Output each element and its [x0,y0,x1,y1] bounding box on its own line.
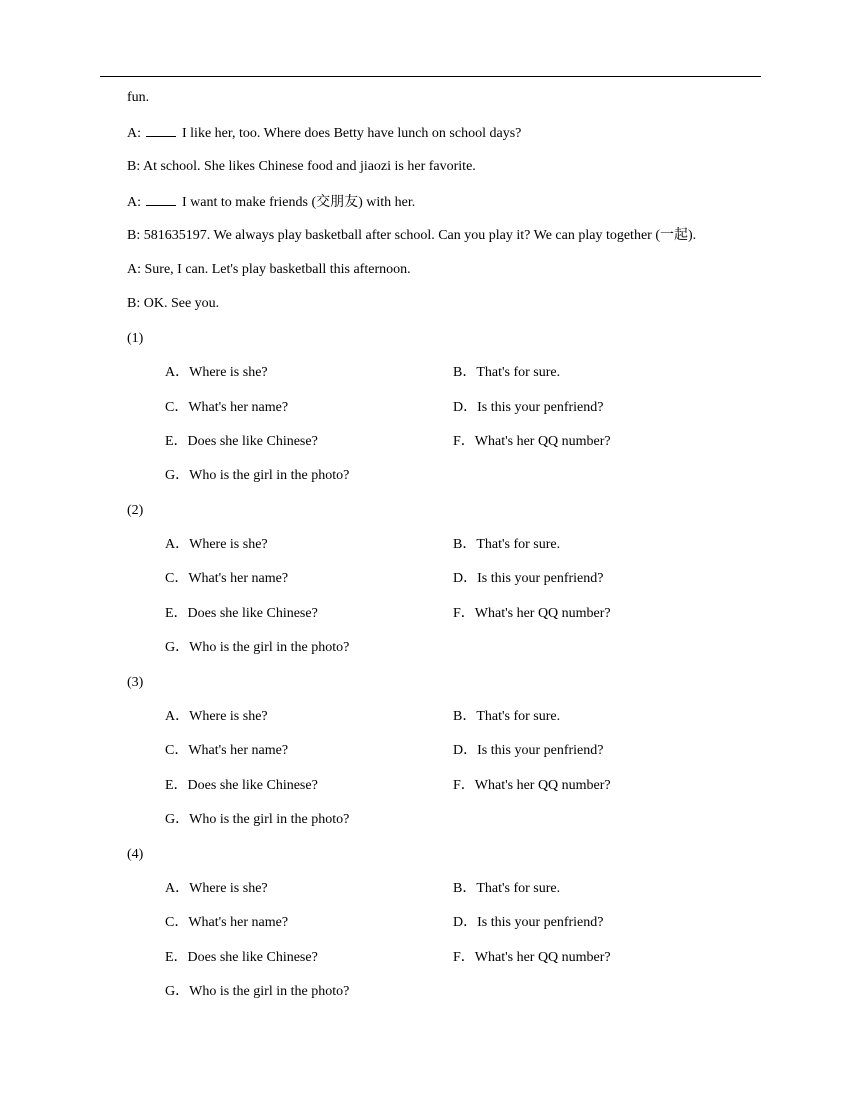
option-list [165,363,725,501]
option-g[interactable]: G．Who is the girl in the photo? [165,812,350,828]
dialogue-text: At school. She likes Chinese food and jiaozi is her favorite. [142,158,476,174]
dialogue-line-2 [127,122,767,156]
option-b[interactable]: B．That's for sure. [453,365,561,381]
question-block [127,329,767,501]
option-a[interactable]: A．Where is she? [165,365,268,381]
option-f[interactable]: F．What's her QQ number? [453,777,611,793]
option-e[interactable]: E．Does she like Chinese? [165,777,318,793]
option-b[interactable]: B．That's for sure. [453,537,561,553]
question-number: (4) [127,846,144,862]
dialogue-line-5 [127,226,767,260]
option-c[interactable]: C．What's her name? [165,915,289,931]
option-list [165,879,725,1017]
option-e[interactable]: E．Does she like Chinese? [165,433,318,449]
question-number: (1) [127,330,144,346]
option-c[interactable]: C．What's her name? [165,571,289,587]
option-d[interactable]: D．Is this your penfriend? [453,399,604,415]
dialogue-text: OK. See you. [143,296,220,312]
option-e[interactable]: E．Does she like Chinese? [165,605,318,621]
question-block [127,845,767,1017]
dialogue-text: 581635197. We always play basketball after school. Can you play it? We can play together (一起). [143,227,697,243]
option-c[interactable]: C．What's her name? [165,743,289,759]
option-g[interactable]: G．Who is the girl in the photo? [165,468,350,484]
speaker-label: B: [127,227,141,243]
option-list [165,535,725,673]
dialogue-line-6 [127,260,767,294]
option-a[interactable]: A．Where is she? [165,880,268,896]
dialogue-line-1 [127,88,767,122]
option-d[interactable]: D．Is this your penfriend? [453,743,604,759]
speaker-label: B: [127,296,141,312]
option-b[interactable]: B．That's for sure. [453,880,561,896]
option-b[interactable]: B．That's for sure. [453,709,561,725]
option-f[interactable]: F．What's her QQ number? [453,433,611,449]
answer-blank-2[interactable] [146,191,176,206]
dialogue-line-4 [127,191,767,225]
question-number: (3) [127,674,144,690]
option-list [165,707,725,845]
option-e[interactable]: E．Does she like Chinese? [165,949,318,965]
dialogue-text: I like her, too. Where does Betty have lunch on school days? [182,126,522,142]
option-d[interactable]: D．Is this your penfriend? [453,915,604,931]
question-block [127,501,767,673]
dialogue-line-3 [127,157,767,191]
option-a[interactable]: A．Where is she? [165,709,268,725]
option-c[interactable]: C．What's her name? [165,399,289,415]
option-g[interactable]: G．Who is the girl in the photo? [165,984,350,1000]
question-block [127,673,767,845]
dialogue-text: fun. [127,90,150,105]
option-a[interactable]: A．Where is she? [165,537,268,553]
dialogue-line-7 [127,294,767,328]
dialogue-text: I want to make friends (交朋友) with her. [182,195,416,211]
worksheet-content [127,88,767,1017]
option-f[interactable]: F．What's her QQ number? [453,605,611,621]
header-rule [100,76,761,77]
speaker-label: A: [127,126,141,142]
answer-blank-1[interactable] [146,122,176,137]
speaker-label: A: [127,261,141,277]
question-number: (2) [127,502,144,518]
option-g[interactable]: G．Who is the girl in the photo? [165,640,350,656]
speaker-label: B: [127,158,141,174]
speaker-label: A: [127,195,141,211]
option-d[interactable]: D．Is this your penfriend? [453,571,604,587]
dialogue-text: Sure, I can. Let's play basketball this afternoon. [144,261,411,277]
option-f[interactable]: F．What's her QQ number? [453,949,611,965]
